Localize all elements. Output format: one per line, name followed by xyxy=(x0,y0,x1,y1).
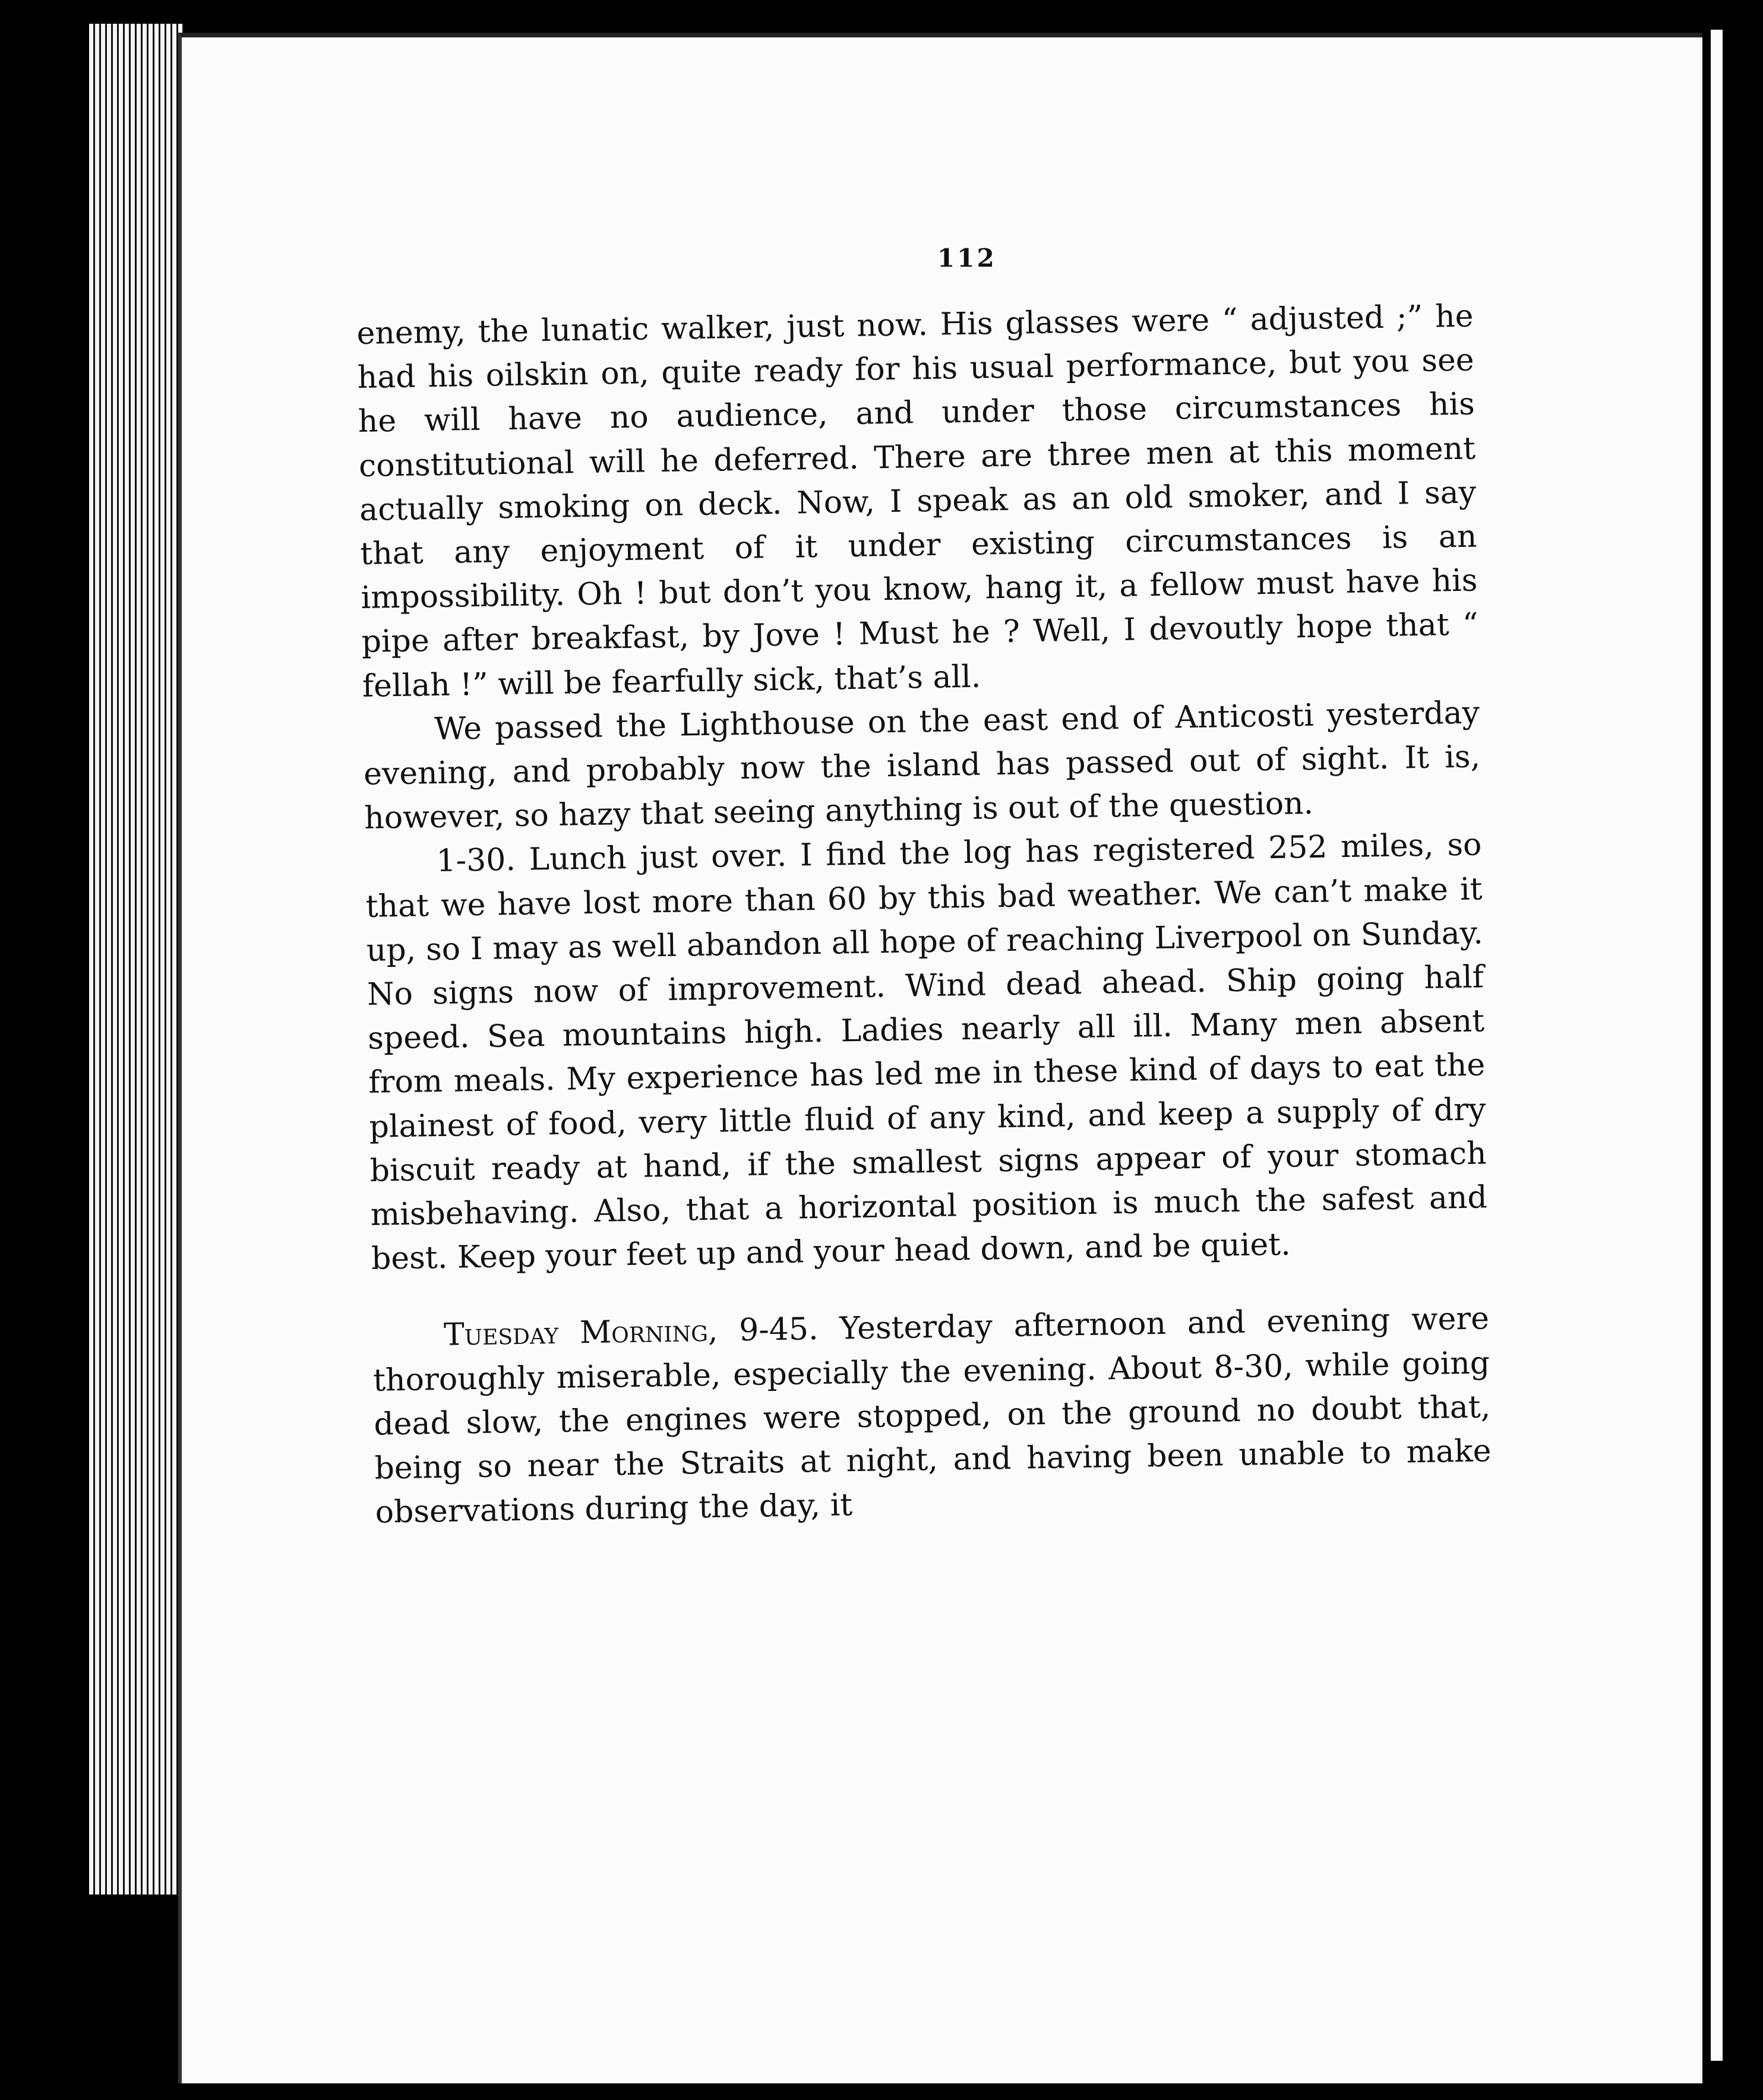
page-number: 112 xyxy=(937,243,997,273)
paragraph-2: We passed the Lighthouse on the east end of Anticosti yesterday evening, and probably now the island has passed out of sight. It is, however, so hazy that seeing anything is out of the question. xyxy=(363,695,1481,837)
paragraph-1: enemy, the lunatic walker, just now. His glasses were “ adjusted ;” he had his oilskin on, quite ready for his usual performance, but you see he will have no audience, and under those circumstances his constitutional will he deferred. There are three men at this moment actually smoking on deck. Now, I speak as an old smoker, and I say that any enjoyment of it under existing circumstances is an impossibility. Oh ! but don’t you know, hang it, a fellow must have his pipe after breakfast, by Jove ! Must he ? Well, I devoutly hope that “ fellah !” will be fearfully sick, that’s all. xyxy=(356,298,1478,704)
paragraph-4-text: Yesterday afternoon and evening were thoroughly miserable, especially the evening. About 8-30, while going dead slow, the engines were stopped, on the ground no doubt that, being so near the Straits at night, and having been unable to make observations during the day, it xyxy=(372,1301,1492,1531)
facing-page-edge xyxy=(1711,30,1723,2061)
page-edges xyxy=(89,24,184,1895)
paragraph-4 xyxy=(372,1297,1493,1535)
section-heading: Tuesday Morning xyxy=(443,1313,709,1353)
paragraph-3: 1-30. Lunch just over. I find the log has registered 252 miles, so that we have lost more than 60 by this bad weather. We can’t make it up, so I may as well abandon all hope of reaching Liverpool on Sunday. No signs now of improvement. Wind dead ahead. Ship going half speed. Sea mountains high. Ladies nearly all ill. Many men absent from meals. My experience has led me in these kind of days to eat the plainest of food, very little fluid of any kind, and keep a supply of dry biscuit ready at hand, if the smallest signs appear of your stomach misbehaving. Also, that a horizontal position is much the safest and best. Keep your feet up and your head down, and be quiet. xyxy=(365,827,1488,1277)
section-time: , 9-45. xyxy=(707,1311,819,1349)
body-text xyxy=(356,294,1492,1535)
